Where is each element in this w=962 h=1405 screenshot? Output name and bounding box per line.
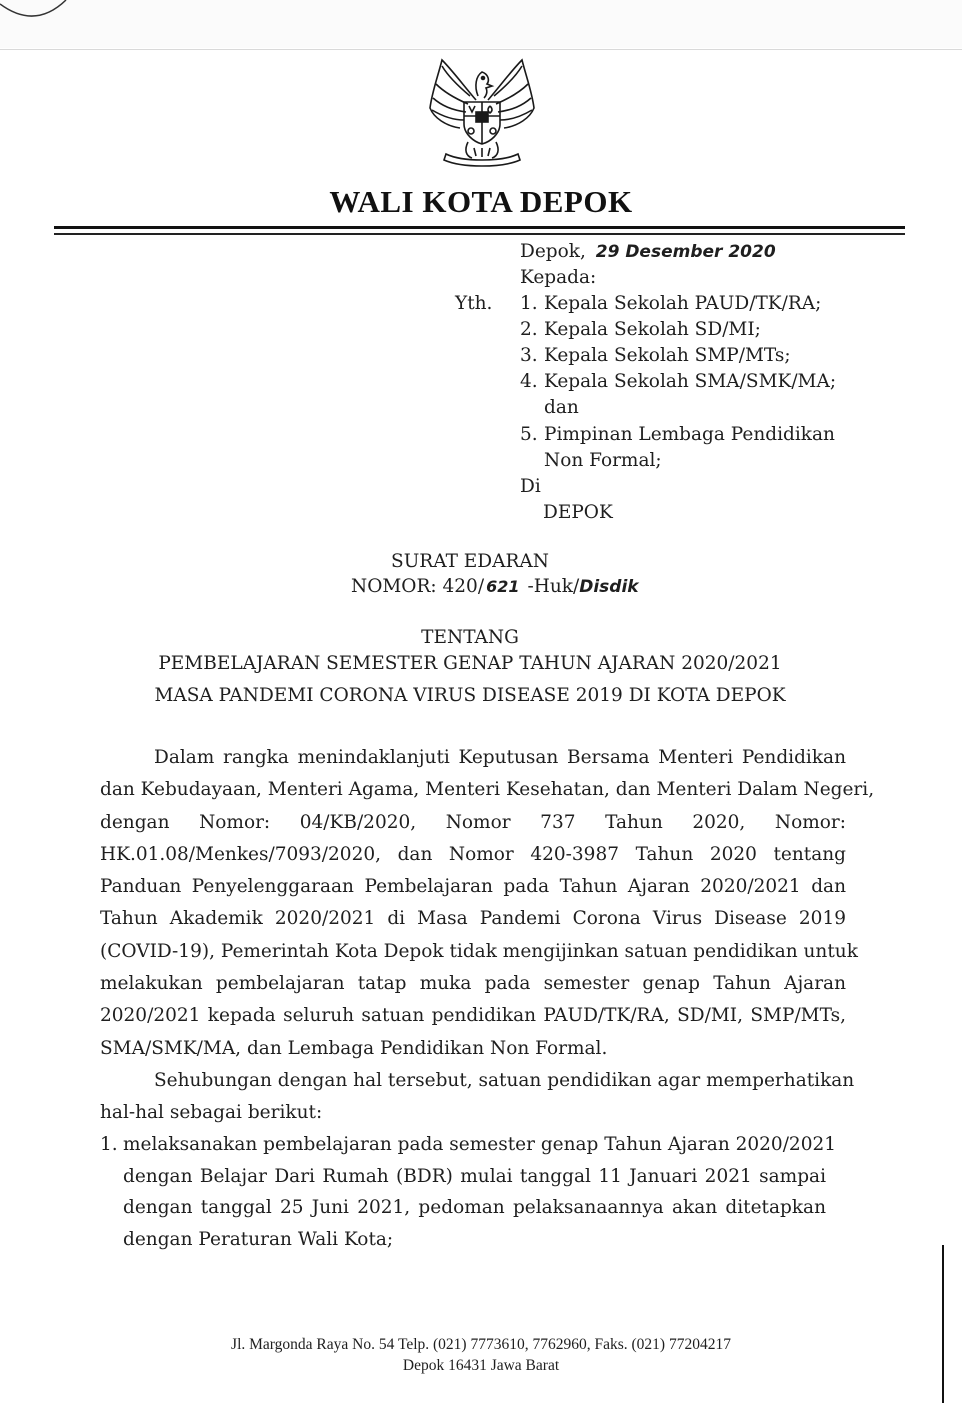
recipient-item-number: 2. [520,319,538,340]
recipient-item-2 [520,319,761,340]
scan-edge-curve [0,0,80,30]
recipients-yth: Yth. [455,293,493,314]
body-paragraph-2 [100,1065,855,1130]
paragraph-line: Tahun Akademik 2020/2021 di Masa Pandemi Corona Virus Disease 2019 [100,908,846,930]
recipient-item-4 [520,371,837,392]
footer-city: Depok 16431 Jawa Barat [402,1357,560,1374]
footer-address: Jl. Margonda Raya No. 54 Telp. (021) 7773610, 7762960, Faks. (021) 77204217 [231,1336,731,1353]
recipient-item-number: 4. [520,371,538,392]
paragraph-line: 2020/2021 kepada seluruh satuan pendidikan PAUD/TK/RA, SD/MI, SMP/MTs, [100,1005,846,1027]
recipient-item-text: Kepala Sekolah SD/MI; [544,319,761,340]
handwritten-date: 29 Desember 2020 [595,242,776,262]
paragraph-line: (COVID-19), Pemerintah Kota Depok tidak mengijinkan satuan pendidikan untuk [100,940,858,962]
recipient-item-text: Kepala Sekolah SMP/MTs; [544,345,791,366]
paragraph-line: HK.01.08/Menkes/7093/2020, dan Nomor 420-3987 Tahun 2020 tentang [100,843,846,865]
circular-number [351,576,639,597]
recipient-city: DEPOK [543,502,613,523]
recipient-item-text: Kepala Sekolah PAUD/TK/RA; [544,293,822,314]
list-item-body [123,1129,837,1255]
list-item-line: dengan Peraturan Wali Kota; [123,1228,394,1250]
number-middle: -Huk/ [527,576,580,597]
garuda-emblem-icon [424,56,540,168]
subject-line-2: MASA PANDEMI CORONA VIRUS DISEASE 2019 DI KOTA DEPOK [154,685,786,706]
body-paragraph-1 [100,742,875,1065]
recipient-item-text: Pimpinan Lembaga Pendidikan [544,424,835,445]
list-item-number: 1. [100,1134,118,1155]
paragraph-line: Sehubungan dengan hal tersebut, satuan pendidikan agar memperhatikan [154,1070,855,1091]
list-item-line: melaksanakan pembelajaran pada semester genap Tahun Ajaran 2020/2021 [123,1134,837,1155]
letterhead-rule-thick [54,226,905,229]
paragraph-line: Dalam rangka menindaklanjuti Keputusan Bersama Menteri Pendidikan [154,747,846,768]
letterhead-title: WALI KOTA DEPOK [329,184,633,219]
recipient-di: Di [520,476,541,497]
recipients-kepada: Kepada: [520,267,597,288]
recipient-item-5 [520,424,835,445]
recipient-item-5-continued: Non Formal; [544,450,662,471]
paragraph-line: Panduan Penyelenggaraan Pembelajaran pada Tahun Ajaran 2020/2021 dan [100,876,846,898]
circular-heading: SURAT EDARAN [391,551,549,572]
recipient-item-3 [520,345,791,366]
handwritten-number: 621 [486,577,520,596]
recipient-item-text: Kepala Sekolah SMA/SMK/MA; [544,371,837,392]
paragraph-line: dengan Nomor: 04/KB/2020, Nomor 737 Tahun 2020, Nomor: [100,811,846,833]
number-prefix: NOMOR: 420/ [351,576,485,597]
place-date [520,241,776,262]
recipient-item-1 [520,293,822,314]
recipient-item-number: 1. [520,293,538,314]
paragraph-line: hal-hal sebagai berikut: [100,1102,323,1124]
scan-right-edge [942,1245,944,1403]
recipient-conjunction: dan [544,397,579,418]
paragraph-line: SMA/SMK/MA, dan Lembaga Pendidikan Non Formal. [100,1037,608,1059]
letterhead-rule-thin [54,233,905,235]
scan-top-margin [0,0,962,48]
list-item-line: dengan tanggal 25 Juni 2021, pedoman pelaksanaannya akan ditetapkan [123,1197,826,1218]
paragraph-line: dan Kebudayaan, Menteri Agama, Menteri Kesehatan, dan Menteri Dalam Negeri, [100,779,875,801]
recipient-item-number: 3. [520,345,538,366]
subject-line-1: PEMBELAJARAN SEMESTER GENAP TAHUN AJARAN 2020/2021 [158,653,782,674]
recipient-item-number: 5. [520,424,538,445]
tentang-heading: TENTANG [421,627,519,648]
place: Depok, [520,241,586,262]
page-edge-line [0,49,962,50]
handwritten-number-suffix: Disdik [579,577,639,597]
paragraph-line: melakukan pembelajaran tatap muka pada semester genap Tahun Ajaran [100,973,846,995]
list-item-line: dengan Belajar Dari Rumah (BDR) mulai tanggal 11 Januari 2021 sampai [123,1165,826,1187]
